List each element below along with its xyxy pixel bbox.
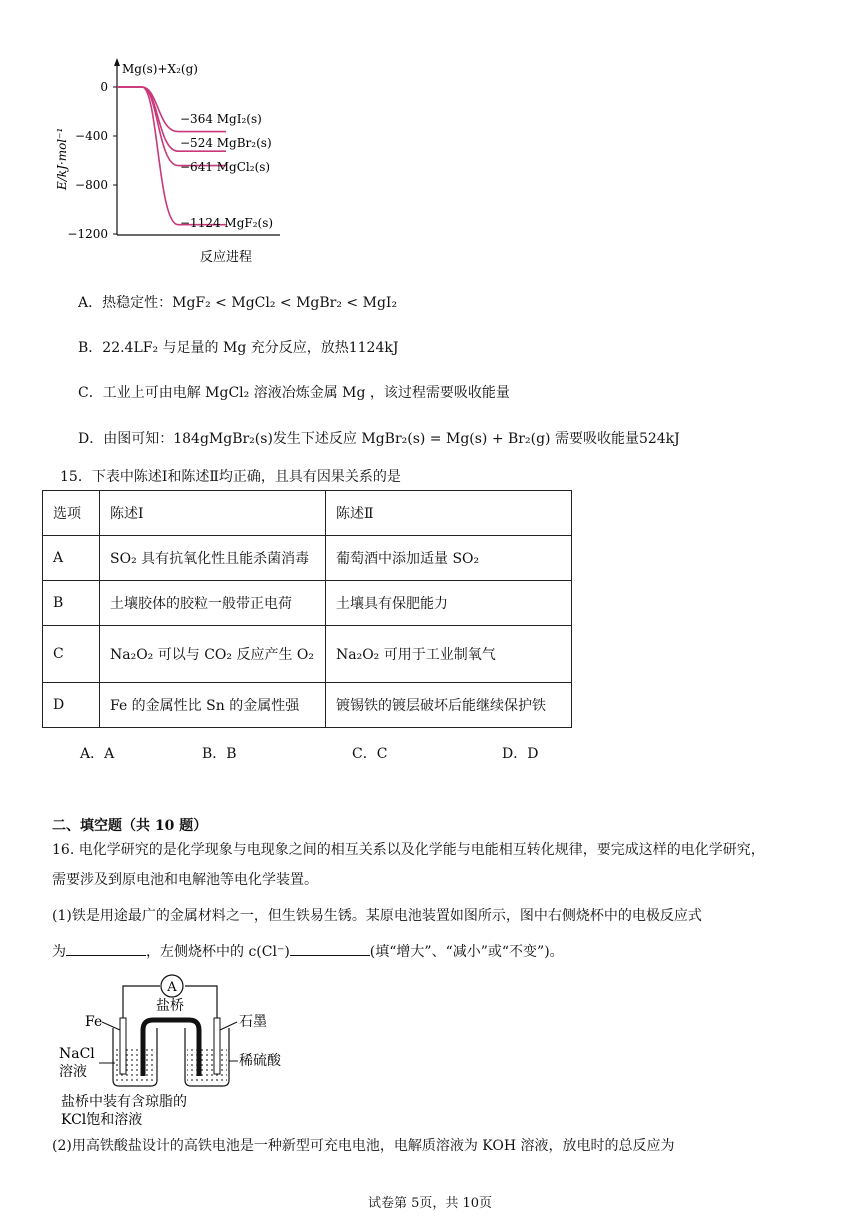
row-a-statement-2: 葡萄酒中添加适量 SO₂ xyxy=(326,536,572,581)
tick-label-400: −400 xyxy=(75,129,108,143)
chart-top-label: Mg(s)+X₂(g) xyxy=(122,62,198,76)
answer-blank-2[interactable] xyxy=(290,941,370,956)
y-axis-label: E/kJ·mol⁻¹ xyxy=(55,127,69,190)
q16-text-cl: ，左侧烧杯中的 c(Cl⁻) xyxy=(146,944,290,960)
q15-answer-a: A．A xyxy=(80,746,115,762)
table-row xyxy=(43,683,572,728)
table-row xyxy=(43,536,572,581)
fe-label: Fe xyxy=(85,1014,103,1030)
row-a-option: A xyxy=(43,536,100,581)
q15-answer-c: C．C xyxy=(352,746,388,762)
curve-label-mgi2: −364 MgI₂(s) xyxy=(180,112,262,126)
q16-part-1: (1)铁是用途最广的金属材料之一，但生铁易生锈。某原电池装置如图所示，图中右侧烧杯中的电极反应式 xyxy=(52,908,702,924)
ammeter-label: A xyxy=(167,980,177,995)
tick-label-0: 0 xyxy=(100,80,108,94)
section-heading: 二、填空题（共 10 题） xyxy=(52,818,208,834)
curve-mgcl2 xyxy=(117,87,226,166)
curve-mgf2 xyxy=(117,87,226,225)
row-b-statement-1: 土壤胶体的胶粒一般带正电荷 xyxy=(100,581,326,626)
header-statement-1: 陈述Ⅰ xyxy=(100,491,326,536)
salt-bridge-note-1: 盐桥中装有含琼脂的 xyxy=(61,1094,187,1110)
curve-label-mgf2: −1124 MgF₂(s) xyxy=(180,216,274,230)
fe-electrode xyxy=(120,1018,126,1074)
q14-option-a: A．热稳定性：MgF₂ < MgCl₂ < MgBr₂ < MgI₂ xyxy=(78,295,398,311)
left-wire xyxy=(123,986,160,1018)
q16-part-2: (2)用高铁酸盐设计的高铁电池是一种新型可充电电池，电解质溶液为 KOH 溶液，放电时的总反应为 xyxy=(52,1138,675,1154)
energy-chart xyxy=(50,55,350,275)
y-axis-arrow xyxy=(114,58,120,66)
nacl-solution-label: 溶液 xyxy=(59,1064,87,1080)
q16-text-fill-hint: (填“增大”、“减小”或“不变”)。 xyxy=(369,944,564,960)
table-row xyxy=(43,626,572,683)
header-statement-2: 陈述Ⅱ xyxy=(326,491,572,536)
dilute-sulfuric-acid-label: 稀硫酸 xyxy=(239,1053,281,1069)
q15-stem: 15．下表中陈述Ⅰ和陈述Ⅱ均正确，且具有因果关系的是 xyxy=(60,469,401,485)
q16-line-1: 16. 电化学研究的是化学现象与电现象之间的相互关系以及化学能与电能相互转化规律，要完成这样的电化学研究， xyxy=(52,842,765,858)
row-d-option: D xyxy=(43,683,100,728)
x-axis-label: 反应进程 xyxy=(200,250,253,265)
nacl-label: NaCl xyxy=(59,1046,95,1062)
row-b-option: B xyxy=(43,581,100,626)
row-d-statement-2: 镀锡铁的镀层破坏后能继续保护铁 xyxy=(326,683,572,728)
q14-option-d: D．由图可知：184gMgBr₂(s)发生下述反应 MgBr₂(s) = Mg(s) + Br₂(g) 需要吸收能量524kJ xyxy=(78,431,680,447)
graphite-label: 石墨 xyxy=(239,1014,267,1030)
q15-table xyxy=(42,490,572,728)
row-c-statement-1: Na₂O₂ 可以与 CO₂ 反应产生 O₂ xyxy=(100,626,326,683)
row-c-statement-2: Na₂O₂ 可用于工业制氧气 xyxy=(326,626,572,683)
row-d-statement-1: Fe 的金属性比 Sn 的金属性强 xyxy=(100,683,326,728)
q14-option-b: B．22.4LF₂ 与足量的 Mg 充分反应，放热1124kJ xyxy=(78,340,399,356)
row-b-statement-2: 土壤具有保肥能力 xyxy=(326,581,572,626)
header-option: 选项 xyxy=(43,491,100,536)
row-a-statement-1: SO₂ 具有抗氧化性且能杀菌消毒 xyxy=(100,536,326,581)
graphite-electrode xyxy=(214,1018,220,1074)
q14-option-c: C．工业上可由电解 MgCl₂ 溶液冶炼金属 Mg ，该过程需要吸收能量 xyxy=(78,385,510,401)
right-solution xyxy=(187,1048,227,1084)
salt-bridge-note-2: KCl饱和溶液 xyxy=(61,1112,143,1128)
q16-line-2: 需要涉及到原电池和电解池等电化学装置。 xyxy=(52,872,318,888)
curve-group xyxy=(117,87,226,225)
curve-label-mgbr2: −524 MgBr₂(s) xyxy=(180,136,272,150)
tick-label-800: −800 xyxy=(75,178,108,192)
q15-answer-b: B．B xyxy=(202,746,237,762)
table-row xyxy=(43,581,572,626)
answer-blank-1[interactable] xyxy=(66,941,146,956)
q16-part-1-continued xyxy=(52,940,564,964)
galvanic-cell-diagram xyxy=(55,968,315,1128)
q15-answer-d: D．D xyxy=(502,746,539,762)
table-header-row xyxy=(43,491,572,536)
curve-label-mgcl2: −641 MgCl₂(s) xyxy=(180,160,271,174)
q16-text-wei: 为 xyxy=(52,944,66,960)
right-wire xyxy=(185,986,217,1018)
fe-pointer xyxy=(102,1022,120,1030)
row-c-option: C xyxy=(43,626,100,683)
page-footer: 试卷第 5页，共 10页 xyxy=(367,1196,493,1211)
salt-bridge-label: 盐桥 xyxy=(156,998,184,1014)
tick-label-1200: −1200 xyxy=(67,227,108,241)
